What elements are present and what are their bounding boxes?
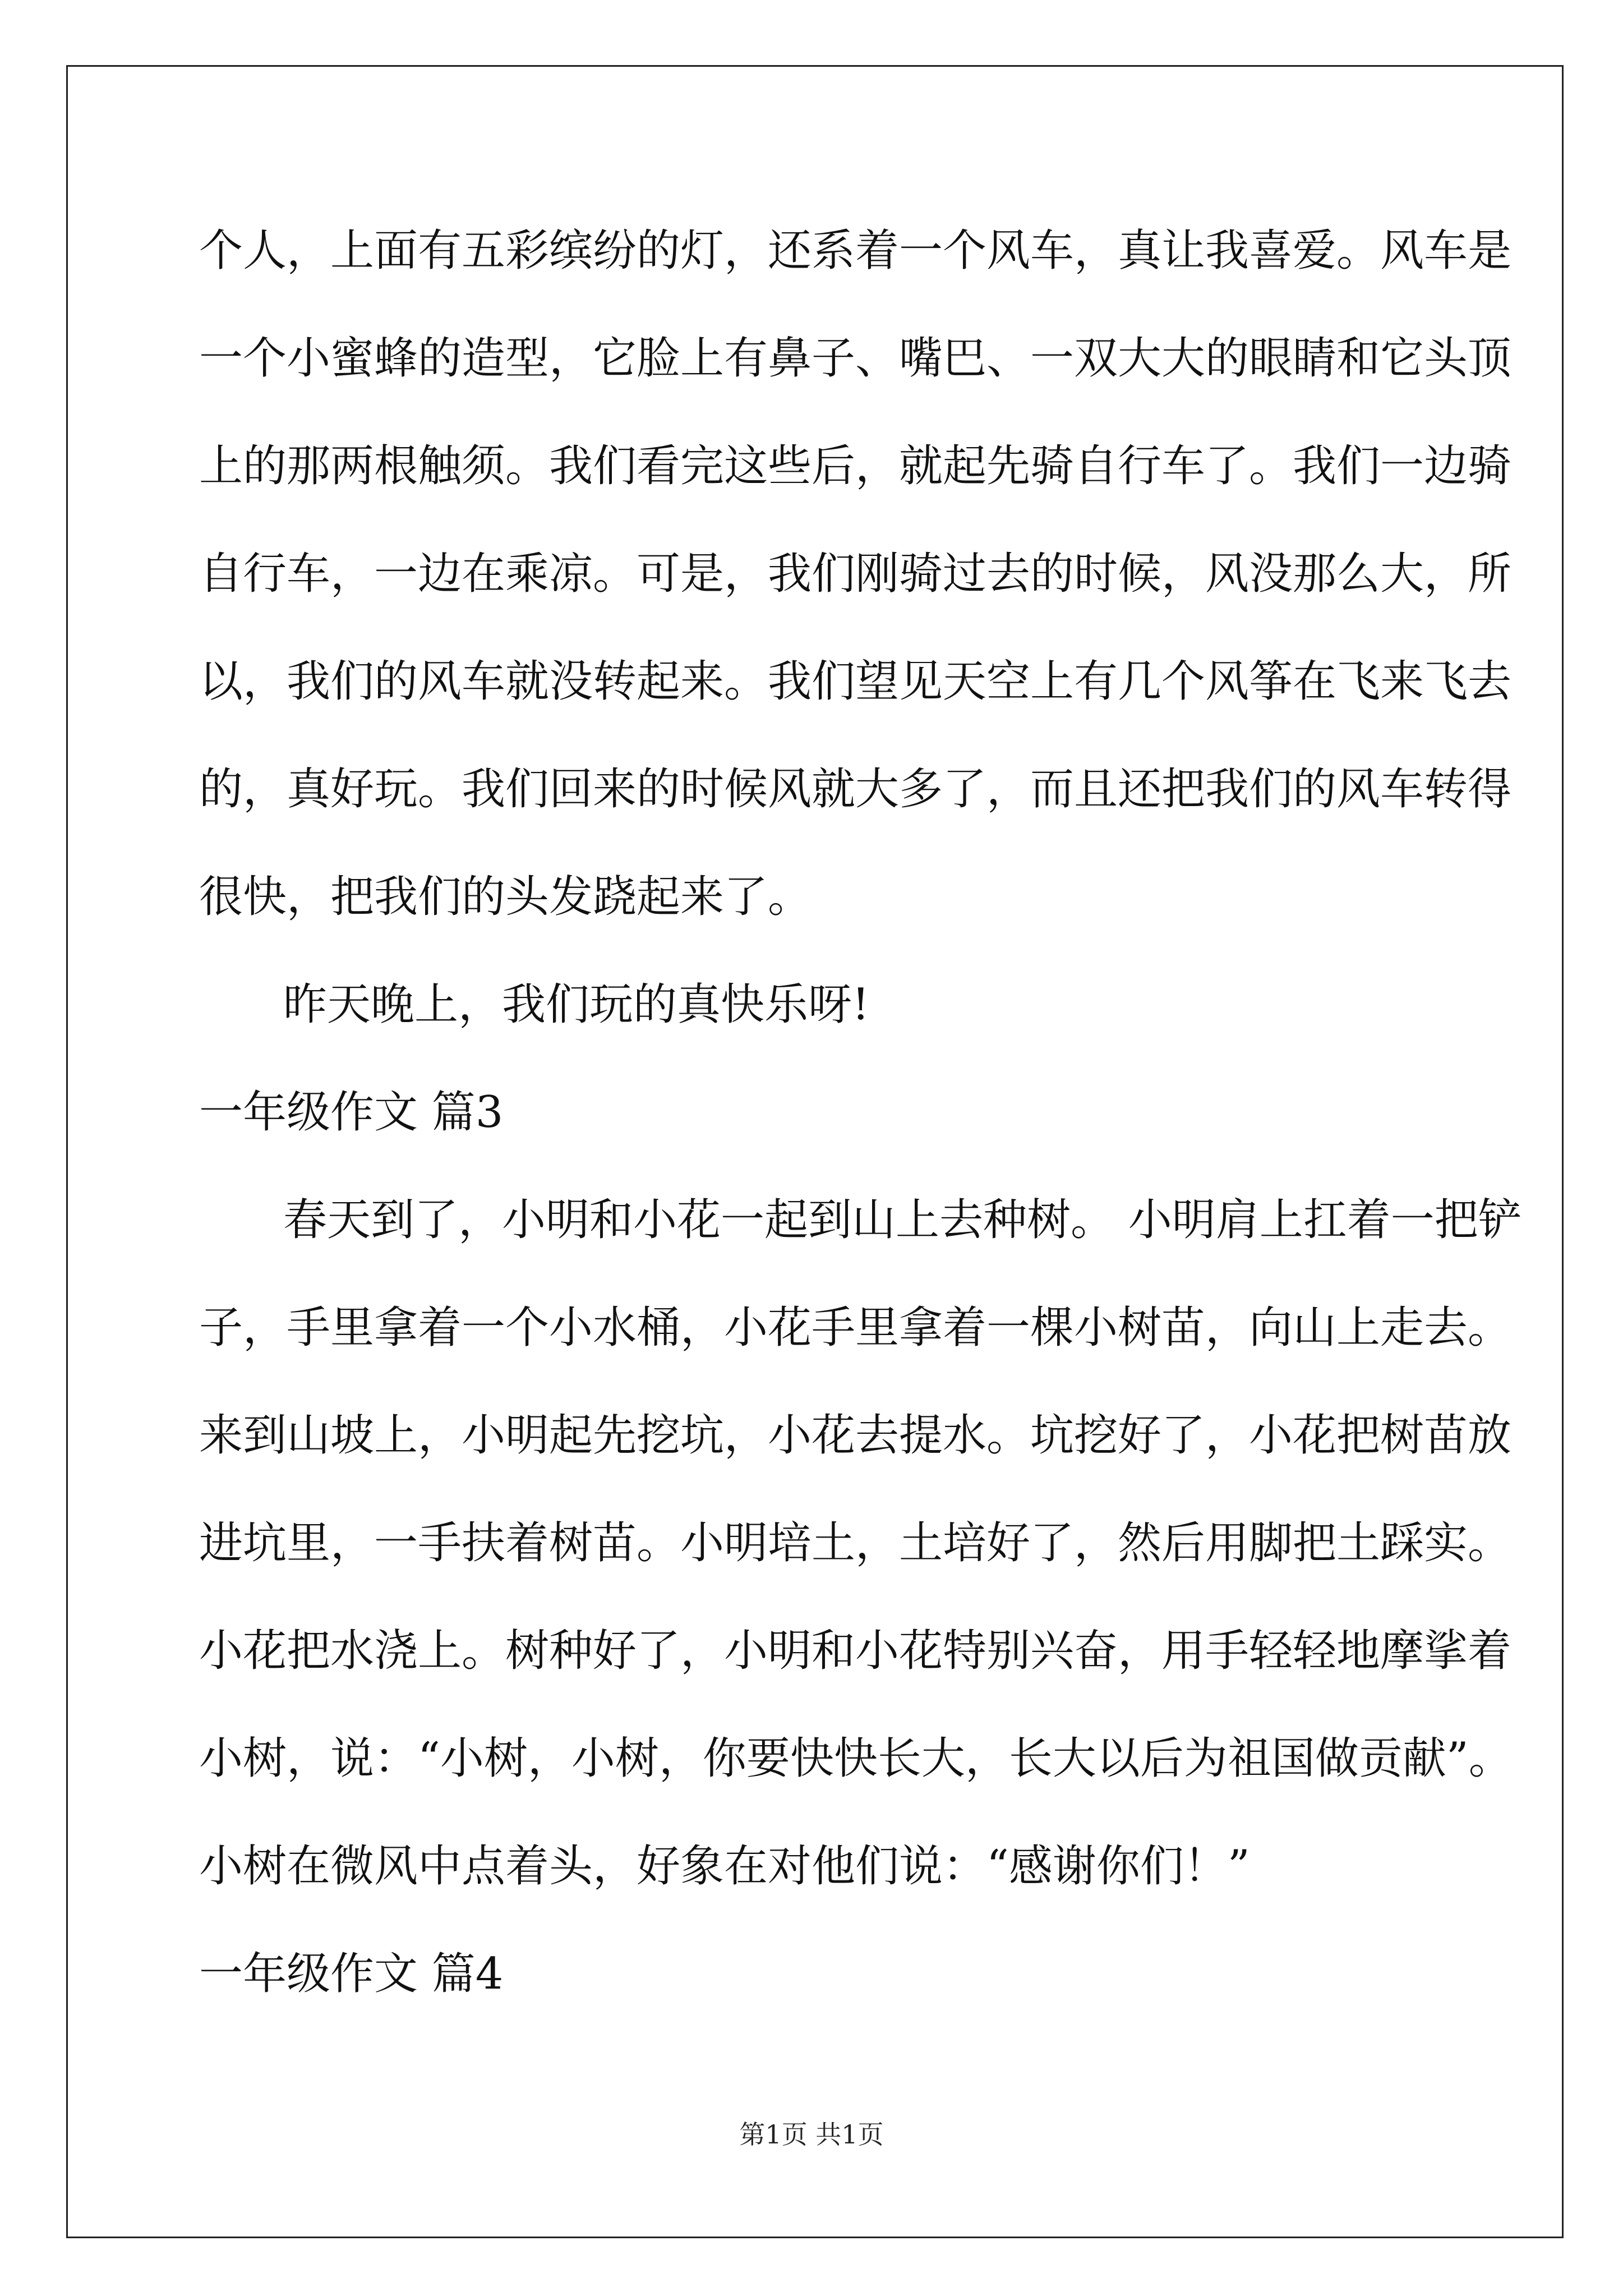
page-border xyxy=(66,65,1564,2238)
section-heading: 一年级作文 篇3 xyxy=(199,1087,504,1138)
text-line: 一个小蜜蜂的造型，它脸上有鼻子、嘴巴、一双大大的眼睛和它头顶 xyxy=(199,333,1512,384)
text-line: 昨天晚上，我们玩的真快乐呀! xyxy=(283,979,870,1030)
text-line: 的，真好玩。我们回来的时候风就大多了，而且还把我们的风车转得 xyxy=(199,764,1512,815)
text-line: 来到山坡上，小明起先挖坑，小花去提水。坑挖好了，小花把树苗放 xyxy=(199,1410,1512,1461)
text-line: 小树在微风中点着头，好象在对他们说：“感谢你们！” xyxy=(199,1841,1250,1892)
text-line: 上的那两根触须。我们看完这些后，就起先骑自行车了。我们一边骑 xyxy=(199,441,1512,491)
text-line: 个人，上面有五彩缤纷的灯，还系着一个风车，真让我喜爱。风车是 xyxy=(199,226,1512,276)
section-heading: 一年级作文 篇4 xyxy=(199,1949,504,1999)
text-line: 以，我们的风车就没转起来。我们望见天空上有几个风筝在飞来飞去 xyxy=(199,656,1512,707)
page-footer: 第1页 共1页 xyxy=(739,2119,884,2150)
text-line: 子，手里拿着一个小水桶，小花手里拿着一棵小树苗，向山上走去。 xyxy=(199,1303,1512,1353)
text-line: 春天到了，小明和小花一起到山上去种树。 小明肩上扛着一把铲 xyxy=(283,1195,1522,1245)
text-line: 小花把水浇上。树种好了，小明和小花特别兴奋，用手轻轻地摩挲着 xyxy=(199,1626,1512,1676)
text-line: 小树，说：“小树，小树，你要快快长大，长大以后为祖国做贡献”。 xyxy=(199,1733,1513,1784)
text-line: 很快，把我们的头发跷起来了。 xyxy=(199,872,812,922)
text-line: 自行车，一边在乘凉。可是，我们刚骑过去的时候，风没那么大，所 xyxy=(199,549,1512,599)
text-line: 进坑里，一手扶着树苗。小明培土，土培好了，然后用脚把土踩实。 xyxy=(199,1518,1512,1568)
